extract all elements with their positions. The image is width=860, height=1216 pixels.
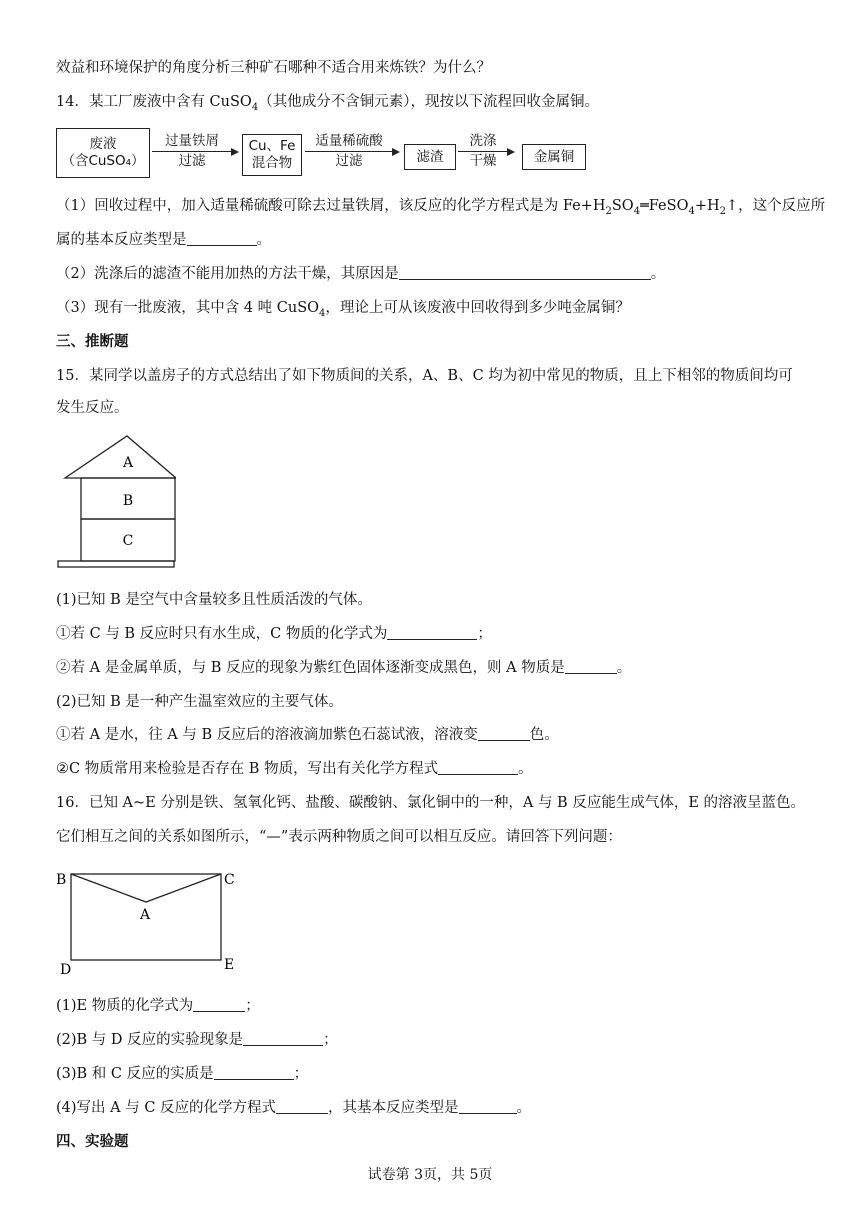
q14-p2 [56, 264, 665, 284]
q14-p1-line2 [56, 230, 271, 250]
flow-box-waste-line2: （含CuSO₄） [61, 153, 145, 169]
answer-blank[interactable] [459, 1099, 517, 1114]
house-label-a: A [122, 455, 134, 471]
flow-box-mixture-line2: 混合物 [251, 155, 293, 171]
section-title: 四、实验题 [56, 1133, 129, 1150]
q14-stem-post: （其他成分不含铜元素），现按以下流程回收金属铜。 [258, 94, 599, 110]
q14-stem [56, 92, 599, 118]
q16-p4-post: 。 [516, 1100, 532, 1116]
intro-line: 效益和环境保护的角度分析三种矿石哪种不适合用来炼铁？为什么？ [56, 60, 491, 76]
flow-box-copper-label: 金属铜 [533, 148, 575, 165]
q14-p3 [56, 298, 630, 324]
diagram-label-e: E [224, 957, 235, 973]
q15-p1b-post: 。 [616, 660, 632, 676]
flow-box-waste-line1: 废液 [89, 136, 117, 152]
answer-blank[interactable] [565, 659, 617, 674]
q14-p2-pre: （2）洗涤后的滤渣不能用加热的方法干燥，其原因是 [56, 266, 399, 282]
q16-p2 [56, 1030, 338, 1050]
flow-box-copper [522, 144, 586, 170]
page-footer: 试卷第 3页，共 5页 [367, 1167, 493, 1183]
q15-p1a [56, 624, 492, 644]
q14-p1-post: ↑，这个反应所 [726, 198, 826, 214]
answer-blank[interactable] [478, 726, 530, 741]
q14-stem-sub: 4 [251, 101, 259, 113]
flow-arrow-3-bottom: 干燥 [469, 153, 497, 169]
flow-arrow-1 [152, 132, 232, 171]
answer-blank[interactable] [187, 231, 257, 246]
q16-p3-post: ； [293, 1066, 309, 1082]
q15-p2a-post: 色。 [529, 727, 559, 743]
q14-p3-post: ，理论上可从该废液中回收得到多少吨金属铜？ [325, 300, 630, 316]
q16-p4-mid: ，其基本反应类型是 [328, 1100, 459, 1116]
q14-p2-post: 。 [650, 266, 666, 282]
q14-p1-line2-pre: 属的基本反应类型是 [56, 232, 187, 248]
q15-stem-line1: 15．某同学以盖房子的方式总结出了如下物质间的关系，A、B、C 均为初中常见的物质，且上下相邻的物质间均可 [56, 368, 793, 384]
answer-blank[interactable] [438, 760, 518, 775]
house-diagram-svg [56, 432, 176, 577]
q14-p1-sub1: 2 [605, 205, 612, 217]
q14-p3-pre: （3）现有一批废液，其中含 4 吨 CuSO [56, 300, 320, 316]
flow-arrow-2-bottom: 过滤 [335, 153, 363, 169]
q15-p2b [56, 759, 533, 779]
answer-blank[interactable] [214, 1065, 294, 1080]
house-base [58, 561, 174, 567]
diagram-label-b: B [56, 872, 67, 888]
flow-arrow-1-top: 过量铁屑 [152, 132, 232, 152]
diagram-label-c: C [224, 872, 235, 888]
q16-p4-pre: (4)写出 A 与 C 反应的化学方程式 [56, 1100, 277, 1116]
q15-p1a-post: ； [477, 626, 492, 642]
q14-p1-mid1: SO [611, 198, 634, 214]
q16-p1-post: ； [245, 998, 260, 1014]
flow-arrow-2-top: 适量稀硫酸 [305, 132, 393, 152]
q15-p1b-pre: ②若 A 是金属单质，与 B 反应的现象为紫红色固体逐渐变成黑色，则 A 物质是 [56, 660, 565, 676]
q15-p2: (2)已知 B 是一种产生温室效应的主要气体。 [56, 694, 343, 710]
q15-stem-line2: 发生反应。 [56, 400, 129, 416]
q16-p2-post: ； [323, 1032, 338, 1048]
diagram-label-a: A [140, 907, 151, 923]
q15-p2b-post: 。 [518, 761, 533, 777]
flow-box-residue [404, 144, 456, 170]
answer-blank[interactable] [399, 265, 651, 280]
q15-p1b [56, 658, 631, 678]
q14-p1-line1 [56, 196, 825, 222]
q15-p1a-pre: ①若 C 与 B 反应时只有水生成，C 物质的化学式为 [56, 626, 388, 642]
section-title: 三、推断题 [56, 333, 129, 350]
house-label-b: B [122, 493, 134, 509]
flow-box-residue-label: 滤渣 [416, 148, 444, 165]
q16-p4 [56, 1098, 531, 1118]
flow-arrow-3 [458, 132, 508, 171]
q16-p2-pre: (2)B 与 D 反应的实验现象是 [56, 1032, 244, 1048]
house-label-c: C [122, 533, 134, 549]
envelope-diagram-svg [52, 866, 242, 978]
answer-blank[interactable] [193, 997, 245, 1012]
q15-p1: (1)已知 B 是空气中含量较多且性质活泼的气体。 [56, 592, 372, 608]
answer-blank[interactable] [276, 1099, 328, 1114]
q14-p3-sub: 4 [319, 307, 326, 319]
answer-blank[interactable] [387, 625, 477, 640]
flow-arrow-3-top: 洗涤 [458, 132, 508, 152]
q15-p2b-pre: ②C 物质常用来检验是否存在 B 物质，写出有关化学方程式 [56, 761, 439, 777]
q16-stem-line1: 16．已知 A~E 分别是铁、氢氧化钙、盐酸、碳酸钠、氯化铜中的一种，A 与 B 反应能生成气体，E 的溶液呈蓝色。 [56, 795, 806, 811]
q16-p1 [56, 996, 260, 1016]
diagram-label-d: D [60, 962, 72, 978]
q16-stem-line2: 它们相互之间的关系如图所示，“—”表示两种物质之间可以相互反应。请回答下列问题： [56, 829, 622, 845]
q14-stem-pre: 14．某工厂废液中含有 CuSO [56, 94, 252, 110]
flow-box-waste [56, 128, 150, 178]
house-roof [65, 436, 176, 478]
house-diagram [56, 432, 176, 577]
q16-p3 [56, 1064, 308, 1084]
q14-p1-sub4: 2 [719, 205, 727, 217]
q14-p1-sub3: 4 [688, 205, 695, 217]
answer-blank[interactable] [243, 1031, 323, 1046]
q16-p1-pre: (1)E 物质的化学式为 [56, 998, 194, 1014]
q15-p2a-pre: ①若 A 是水，往 A 与 B 反应后的溶液滴加紫色石蕊试液，溶液变 [56, 727, 478, 743]
q14-p1-mid2: ═FeSO [640, 198, 689, 214]
q14-p1-sub2: 4 [633, 205, 641, 217]
flow-box-mixture [242, 134, 302, 176]
q14-flow-diagram [56, 126, 616, 186]
q14-p1-mid3: +H [694, 198, 720, 214]
flow-arrow-2 [305, 132, 393, 171]
envelope-flap [71, 874, 221, 902]
q15-p2a [56, 725, 559, 745]
q14-p1-line2-post: 。 [256, 232, 271, 248]
q14-p1-pre: （1）回收过程中，加入适量稀硫酸可除去过量铁屑，该反应的化学方程式是为 Fe+H [56, 198, 606, 214]
flow-arrow-1-bottom: 过滤 [178, 153, 206, 169]
flow-box-mixture-line1: Cu、Fe [248, 138, 296, 154]
q16-p3-pre: (3)B 和 C 反应的实质是 [56, 1066, 214, 1082]
envelope-diagram [52, 866, 242, 978]
